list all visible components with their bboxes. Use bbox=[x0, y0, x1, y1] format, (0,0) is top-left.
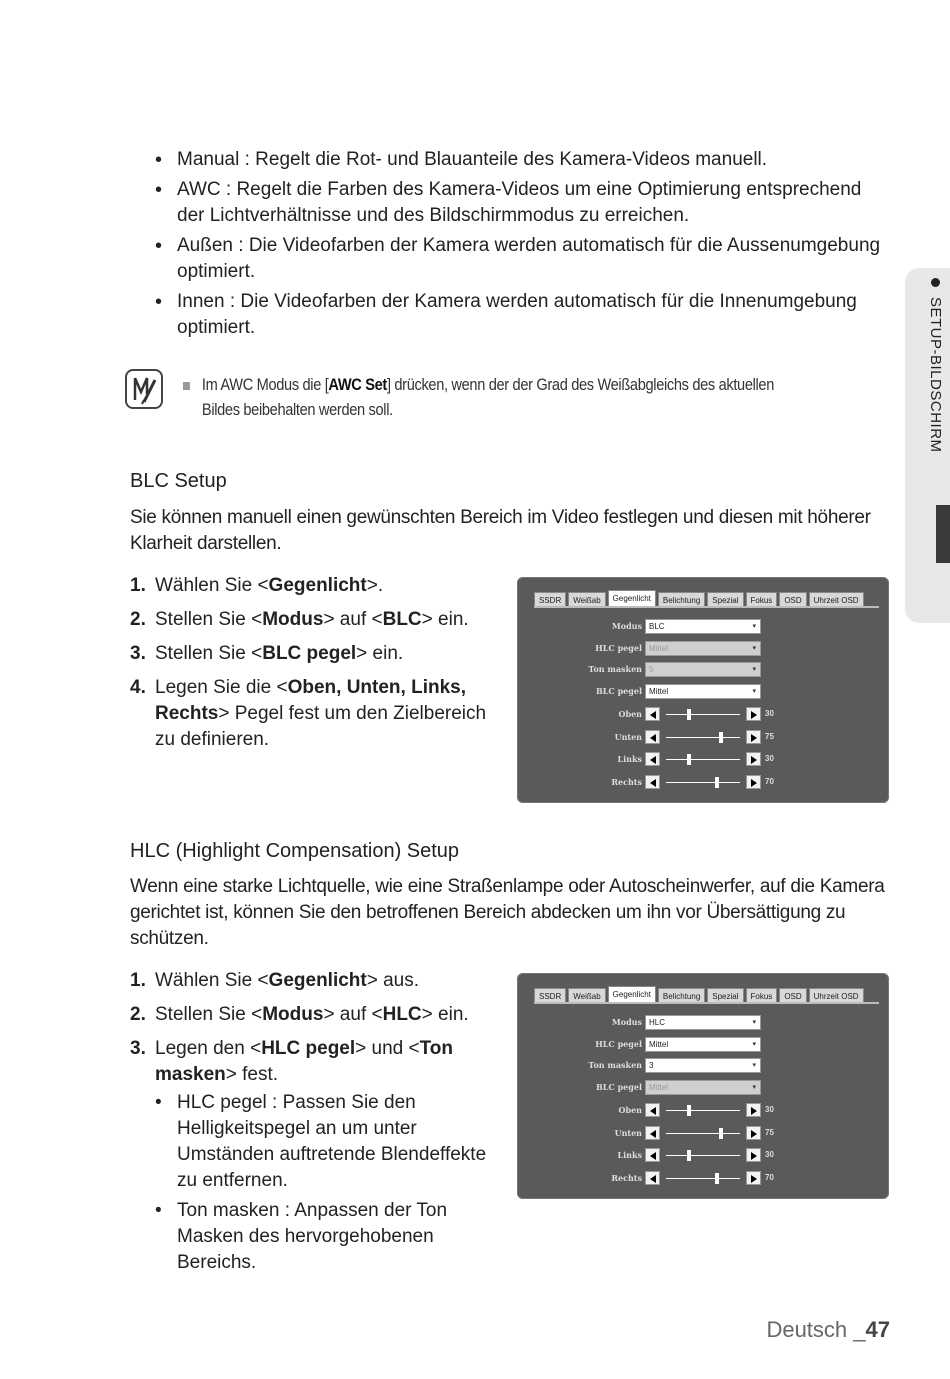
list-item: • Manual : Regelt die Rot- und Blauanteile des Kamera-Videos manuell. bbox=[155, 147, 890, 173]
hlc-sub-bullets bbox=[155, 1090, 490, 1276]
slider-track[interactable] bbox=[666, 1110, 740, 1111]
hlc-description: Wenn eine starke Lichtquelle, wie eine Straßenlampe oder Autoscheinwerfer, auf die Kamera gerichtet ist, können Sie den betroffenen Bereich abdecken um ihn vor Übersättigung zu schützen. bbox=[130, 876, 885, 949]
slider-value: 30 bbox=[765, 754, 774, 763]
setting-label: BLC pegel bbox=[596, 685, 642, 696]
slider-value: 30 bbox=[765, 1150, 774, 1159]
chevron-down-icon: ▾ bbox=[752, 644, 756, 652]
slider-track[interactable] bbox=[666, 782, 740, 783]
setting-row bbox=[517, 619, 889, 635]
step-item: 4. Legen Sie die <Oben, Unten, Links, Rechts> Pegel fest um den Zielbereich zu definieren. bbox=[130, 677, 487, 750]
setting-row bbox=[517, 1058, 889, 1074]
slider-track[interactable] bbox=[666, 1133, 740, 1134]
slider-thumb[interactable] bbox=[719, 1128, 723, 1139]
step-item: 1. Wählen Sie <Gegenlicht>. bbox=[130, 575, 384, 596]
slider-row bbox=[517, 752, 889, 768]
chevron-down-icon: ▾ bbox=[752, 1062, 756, 1069]
increase-arrow-icon[interactable] bbox=[746, 752, 761, 766]
setting-select[interactable]: HLC ▾ bbox=[645, 1015, 761, 1030]
setting-select[interactable]: Mittel ▾ bbox=[645, 684, 761, 699]
settings-tab[interactable]: SSDR bbox=[534, 988, 566, 1003]
chapter-marker bbox=[936, 505, 950, 563]
setting-row bbox=[517, 1015, 889, 1031]
setting-select[interactable]: BLC ▾ bbox=[645, 619, 761, 634]
step-item: 1. Wählen Sie <Gegenlicht> aus. bbox=[130, 970, 420, 991]
note-icon bbox=[125, 369, 163, 409]
chevron-down-icon: ▾ bbox=[752, 666, 756, 673]
slider-thumb[interactable] bbox=[715, 777, 719, 788]
slider-label: Oben bbox=[618, 1105, 642, 1115]
settings-tab-bar bbox=[534, 590, 864, 607]
slider-row bbox=[517, 707, 889, 723]
blc-steps bbox=[130, 573, 510, 761]
setting-label: HLC pegel bbox=[595, 642, 642, 653]
increase-arrow-icon[interactable] bbox=[746, 775, 761, 789]
setting-row bbox=[517, 684, 889, 700]
decrease-arrow-icon[interactable] bbox=[645, 1126, 660, 1140]
chevron-down-icon: ▾ bbox=[752, 1040, 756, 1048]
step-item: 2. Stellen Sie <Modus> auf <HLC> ein. bbox=[130, 1004, 469, 1025]
slider-value: 30 bbox=[765, 1105, 774, 1114]
step-item: 3. Legen den <HLC pegel> und <Ton masken> fest. • HLC pegel : Passen Sie den Helligkeitspegel an um unter Umständen auftretende Blendeffekte zu entfernen. • Ton masken : Anpassen der Ton Masken des hervorgehobenen Bereichs. bbox=[130, 1036, 490, 1276]
decrease-arrow-icon[interactable] bbox=[645, 775, 660, 789]
settings-tab[interactable]: Spezial bbox=[707, 592, 743, 607]
decrease-arrow-icon[interactable] bbox=[645, 1148, 660, 1162]
slider-label: Rechts bbox=[611, 776, 642, 787]
note-text: Im AWC Modus die [AWC Set] drücken, wenn der der Grad des Weißabgleichs des aktuellen Bildes beibehalten werden soll. bbox=[183, 372, 880, 422]
setting-label: Ton masken bbox=[588, 1060, 642, 1070]
settings-tab[interactable]: Fokus bbox=[746, 988, 778, 1003]
bullet-icon bbox=[931, 278, 940, 287]
settings-tab[interactable]: OSD bbox=[779, 592, 806, 607]
setting-row bbox=[517, 641, 889, 657]
settings-tab[interactable]: Belichtung bbox=[658, 988, 705, 1003]
hlc-steps bbox=[130, 968, 530, 1284]
slider-value: 70 bbox=[765, 776, 774, 786]
increase-arrow-icon[interactable] bbox=[746, 707, 761, 721]
step-item: 3. Stellen Sie <BLC pegel> ein. bbox=[130, 643, 404, 664]
setting-row bbox=[517, 662, 889, 678]
chevron-down-icon: ▾ bbox=[752, 1083, 756, 1091]
settings-tab[interactable]: Uhrzeit OSD bbox=[809, 592, 864, 607]
increase-arrow-icon[interactable] bbox=[746, 1126, 761, 1140]
slider-row bbox=[517, 730, 889, 746]
list-item: • AWC : Regelt die Farben des Kamera-Videos um eine Optimierung entsprechend der Lichtverhältnisse und des Bildschirmmodus zu erreichen. bbox=[155, 177, 890, 229]
increase-arrow-icon[interactable] bbox=[746, 1103, 761, 1117]
blc-settings-screenshot bbox=[517, 577, 889, 803]
slider-label: Rechts bbox=[611, 1172, 642, 1183]
setting-select: 5 ▾ bbox=[645, 662, 761, 677]
setting-label: Modus bbox=[611, 621, 642, 631]
setting-select: Mittel ▾ bbox=[645, 641, 761, 656]
slider-track[interactable] bbox=[666, 1178, 740, 1179]
setting-label: HLC pegel bbox=[595, 1038, 642, 1049]
increase-arrow-icon[interactable] bbox=[746, 730, 761, 744]
settings-tab[interactable]: Spezial bbox=[707, 988, 743, 1003]
chevron-down-icon: ▾ bbox=[752, 687, 756, 695]
list-item: • Außen : Die Videofarben der Kamera werden automatisch für die Aussenumgebung optimiert. bbox=[155, 233, 890, 285]
blc-description: Sie können manuell einen gewünschten Bereich im Video festlegen und diesen mit höherer Klarheit darstellen. bbox=[130, 507, 871, 554]
footer-language: Deutsch _ bbox=[766, 1317, 866, 1342]
setting-select[interactable]: Mittel ▾ bbox=[645, 1037, 761, 1052]
slider-track[interactable] bbox=[666, 737, 740, 738]
settings-tab[interactable]: Belichtung bbox=[658, 592, 705, 607]
slider-thumb[interactable] bbox=[687, 709, 691, 720]
setting-row bbox=[517, 1037, 889, 1053]
slider-value: 75 bbox=[765, 731, 774, 741]
tab-divider bbox=[534, 606, 879, 608]
settings-tab[interactable]: SSDR bbox=[534, 592, 566, 607]
list-item: • HLC pegel : Passen Sie den Helligkeitspegel an um unter Umständen auftretende Blendeffekte zu entfernen. bbox=[155, 1090, 490, 1194]
hlc-section-title: HLC (Highlight Compensation) Setup bbox=[130, 840, 460, 862]
settings-tab[interactable]: Uhrzeit OSD bbox=[809, 988, 864, 1003]
blc-section-title: BLC Setup bbox=[130, 470, 227, 492]
decrease-arrow-icon[interactable] bbox=[645, 1171, 660, 1185]
intro-bullet-list bbox=[155, 147, 890, 345]
slider-track[interactable] bbox=[666, 759, 740, 760]
decrease-arrow-icon[interactable] bbox=[645, 752, 660, 766]
slider-label: Links bbox=[617, 754, 642, 764]
side-tab-label: SETUP-BILDSCHIRM bbox=[927, 297, 944, 453]
setting-label: BLC pegel bbox=[596, 1081, 642, 1092]
slider-label: Unten bbox=[614, 731, 642, 742]
slider-track[interactable] bbox=[666, 1155, 740, 1156]
slider-row bbox=[517, 1148, 889, 1164]
slider-thumb[interactable] bbox=[687, 754, 691, 765]
square-bullet-icon bbox=[183, 382, 190, 390]
setting-select: Mittel ▾ bbox=[645, 1080, 761, 1095]
note-key: AWC Set bbox=[328, 375, 387, 394]
settings-tab[interactable]: Fokus bbox=[746, 592, 778, 607]
slider-row bbox=[517, 1103, 889, 1119]
slider-row bbox=[517, 1171, 889, 1187]
setting-row bbox=[517, 1080, 889, 1096]
setting-select[interactable]: 3 ▾ bbox=[645, 1058, 761, 1073]
page-number: 47 bbox=[865, 1317, 890, 1342]
decrease-arrow-icon[interactable] bbox=[645, 730, 660, 744]
settings-tab[interactable]: OSD bbox=[779, 988, 806, 1003]
increase-arrow-icon[interactable] bbox=[746, 1171, 761, 1185]
list-item: • Ton masken : Anpassen der Ton Masken des hervorgehobenen Bereichs. bbox=[155, 1198, 490, 1276]
settings-tab[interactable]: Gegenlicht bbox=[608, 986, 656, 1003]
slider-thumb[interactable] bbox=[719, 732, 723, 743]
slider-label: Unten bbox=[614, 1127, 642, 1138]
side-chapter-tab bbox=[905, 268, 950, 623]
step-item: 2. Stellen Sie <Modus> auf <BLC> ein. bbox=[130, 609, 469, 630]
slider-track[interactable] bbox=[666, 714, 740, 715]
hlc-settings-screenshot bbox=[517, 973, 889, 1199]
list-item: • Innen : Die Videofarben der Kamera werden automatisch für die Innenumgebung optimiert. bbox=[155, 289, 890, 341]
setting-label: Modus bbox=[611, 1017, 642, 1027]
tab-divider bbox=[534, 1002, 879, 1004]
settings-tab[interactable]: Weißab bbox=[568, 988, 605, 1003]
slider-row bbox=[517, 775, 889, 791]
slider-value: 70 bbox=[765, 1172, 774, 1182]
slider-label: Links bbox=[617, 1150, 642, 1160]
slider-value: 30 bbox=[765, 709, 774, 718]
slider-value: 75 bbox=[765, 1127, 774, 1137]
page-footer bbox=[766, 1317, 890, 1343]
settings-tab[interactable]: Weißab bbox=[568, 592, 605, 607]
decrease-arrow-icon[interactable] bbox=[645, 707, 660, 721]
slider-thumb[interactable] bbox=[687, 1150, 691, 1161]
settings-tab[interactable]: Gegenlicht bbox=[608, 590, 656, 607]
settings-tab-bar bbox=[534, 986, 864, 1003]
chevron-down-icon: ▾ bbox=[752, 1019, 756, 1026]
decrease-arrow-icon[interactable] bbox=[645, 1103, 660, 1117]
slider-thumb[interactable] bbox=[715, 1173, 719, 1184]
setting-label: Ton masken bbox=[588, 664, 642, 674]
slider-row bbox=[517, 1126, 889, 1142]
chevron-down-icon: ▾ bbox=[752, 623, 756, 630]
slider-label: Oben bbox=[618, 709, 642, 719]
slider-thumb[interactable] bbox=[687, 1105, 691, 1116]
increase-arrow-icon[interactable] bbox=[746, 1148, 761, 1162]
